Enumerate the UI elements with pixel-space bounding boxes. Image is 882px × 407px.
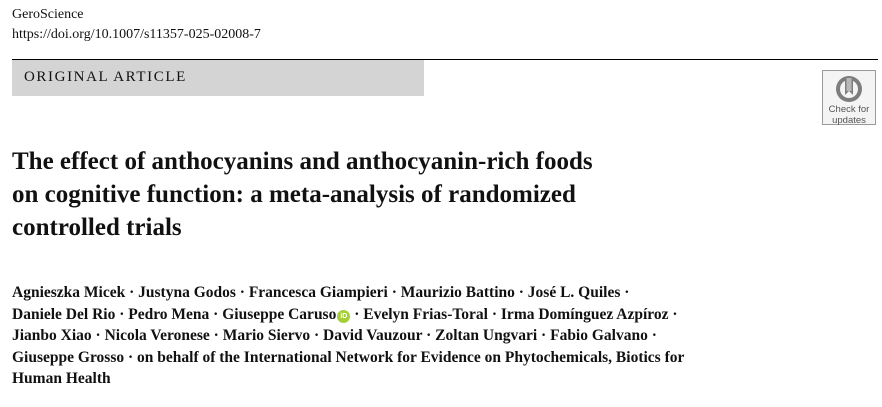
title-line-3: controlled trials <box>12 214 182 241</box>
article-title <box>12 145 792 244</box>
authors-line-3: Jianbo Xiao · Nicola Veronese · Mario Siervo · David Vauzour · Zoltan Ungvari · Fabio Galvano · <box>12 327 657 344</box>
title-line-2: on cognitive function: a meta-analysis of randomized <box>12 181 576 208</box>
article-type-band: ORIGINAL ARTICLE <box>12 60 424 96</box>
doi-link[interactable]: https://doi.org/10.1007/s11357-025-02008-7 <box>12 27 261 42</box>
crossmark-icon <box>834 74 864 104</box>
title-line-1: The effect of anthocyanins and anthocyanin-rich foods <box>12 148 593 175</box>
authors-line-1: Agnieszka Micek · Justyna Godos · Francesca Giampieri · Maurizio Battino · José L. Quiles · <box>12 284 630 301</box>
orcid-icon[interactable]: iD <box>337 310 350 323</box>
authors-line-5: Human Health <box>12 370 111 387</box>
authors-line-4: Giuseppe Grosso · on behalf of the International Network for Evidence on Phytochemicals, Biotics for <box>12 348 685 366</box>
authors-line-2a: Daniele Del Rio · Pedro Mena · Giuseppe Caruso <box>12 305 337 323</box>
check-for-updates-label-line1: Check for <box>828 104 870 115</box>
author-list <box>12 282 874 390</box>
check-for-updates-button[interactable] <box>822 70 876 125</box>
authors-line-2b: · Evelyn Frias-Toral · Irma Domínguez Azpíroz · <box>350 305 678 323</box>
journal-name: GeroScience <box>12 7 84 22</box>
check-for-updates-label-line2: updates <box>832 115 866 126</box>
